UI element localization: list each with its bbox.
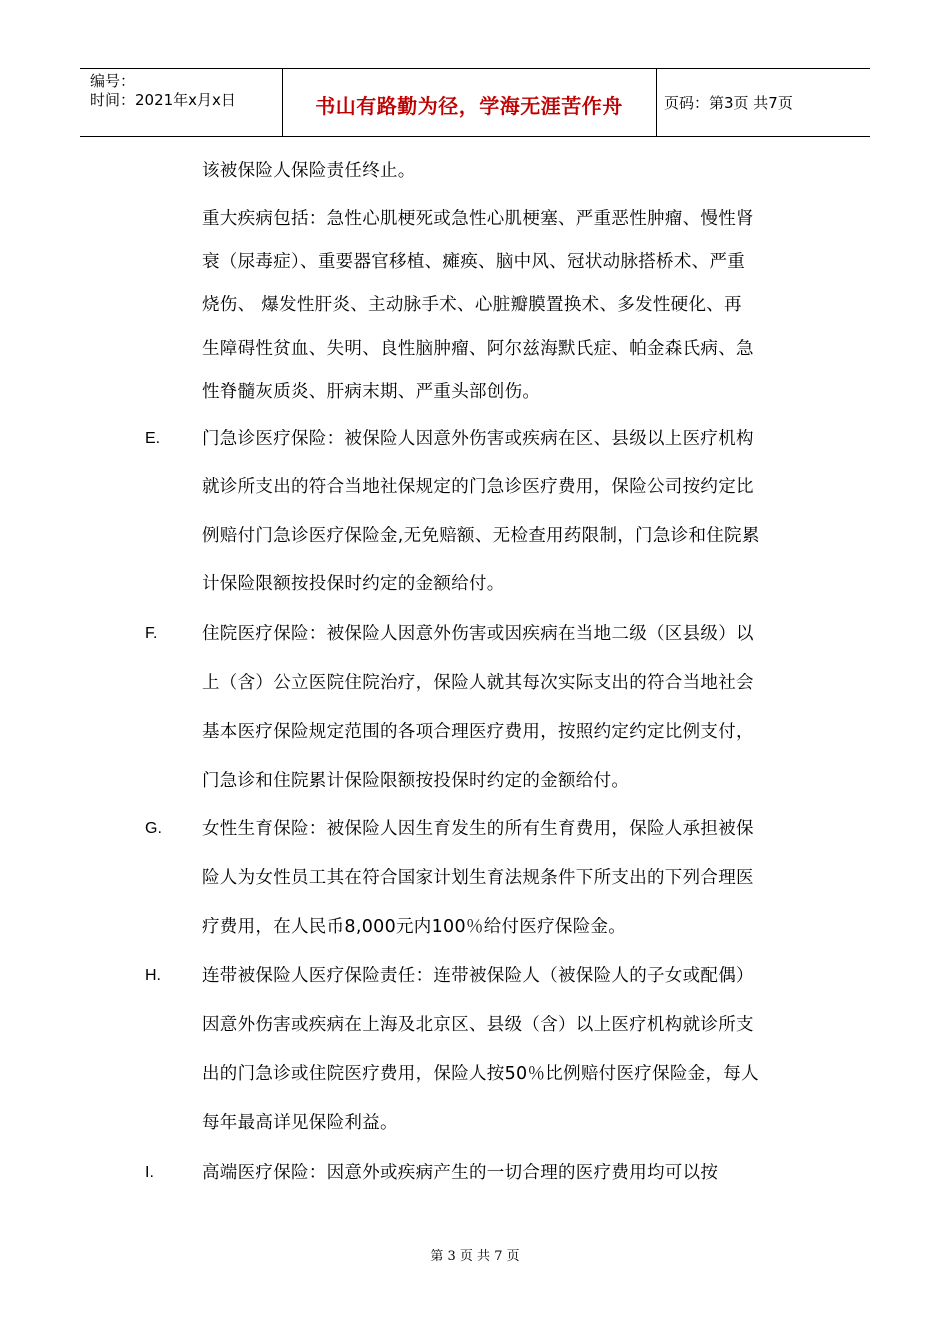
body-line: 险人为女性员工其在符合国家计划生育法规条件下所支出的下列合理医 — [202, 868, 754, 888]
body-line: 例赔付门急诊医疗保险金,无免赔额、无检查用药限制，门急诊和住院累 — [202, 526, 760, 546]
body-line: 女性生育保险：被保险人因生育发生的所有生育费用，保险人承担被保 — [202, 819, 754, 839]
header-motto: 书山有路勤为径，学海无涯苦作舟 — [315, 94, 623, 118]
body-line: 就诊所支出的符合当地社保规定的门急诊医疗费用，保险公司按约定比 — [202, 477, 754, 497]
body-line: 该被保险人保险责任终止。 — [202, 161, 416, 181]
header-page-info: 页码：第3页 共7页 — [664, 94, 793, 112]
header-divider-right — [656, 68, 657, 136]
body-line: 门急诊和住院累计保险限额按投保时约定的金额给付。 — [202, 771, 630, 791]
body-line: 重大疾病包括：急性心肌梗死或急性心肌梗塞、严重恶性肿瘤、慢性肾 — [202, 209, 754, 229]
body-line: 衰（尿毒症）、重要器官移植、瘫痪、脑中风、冠状动脉搭桥术、严重 — [202, 252, 746, 272]
body-line: 生障碍性贫血、失明、良性脑肿瘤、阿尔兹海默氏症、帕金森氏病、急 — [202, 339, 754, 359]
list-item-marker: G. — [145, 820, 162, 837]
body-line: 烧伤、 爆发性肝炎、主动脉手术、心脏瓣膜置换术、多发性硬化、再 — [202, 295, 742, 315]
body-line: 出的门急诊或住院医疗费用，保险人按50％比例赔付医疗保险金，每人 — [202, 1064, 759, 1084]
body-line: 性脊髓灰质炎、肝病末期、严重头部创伤。 — [202, 382, 541, 402]
header-bottom-rule — [80, 136, 870, 137]
header-top-rule — [80, 68, 870, 69]
body-line: 疗费用，在人民币8,000元内100％给付医疗保险金。 — [202, 917, 627, 937]
body-line: 基本医疗保险规定范围的各项合理医疗费用，按照约定约定比例支付， — [202, 722, 754, 742]
body-line: 连带被保险人医疗保险责任：连带被保险人（被保险人的子女或配偶） — [202, 966, 754, 986]
body-line: 高端医疗保险：因意外或疾病产生的一切合理的医疗费用均可以按 — [202, 1163, 719, 1183]
body-line: 住院医疗保险：被保险人因意外伤害或因疾病在当地二级（区县级）以 — [202, 624, 754, 644]
document-number-label: 编号： — [90, 72, 136, 90]
body-line: 门急诊医疗保险：被保险人因意外伤害或疾病在区、县级以上医疗机构 — [202, 429, 754, 449]
body-line: 因意外伤害或疾病在上海及北京区、县级（含）以上医疗机构就诊所支 — [202, 1015, 754, 1035]
list-item-marker: H. — [145, 967, 161, 984]
body-line: 上（含）公立医院住院治疗，保险人就其每次实际支出的符合当地社会 — [202, 673, 754, 693]
body-line: 计保险限额按投保时约定的金额给付。 — [202, 574, 505, 594]
list-item-marker: E. — [145, 430, 161, 447]
list-item-marker: I. — [145, 1164, 154, 1181]
body-line: 每年最高详见保险利益。 — [202, 1113, 398, 1133]
document-date-label: 时间：2021年x月x日 — [90, 91, 236, 109]
list-item-marker: F. — [145, 625, 158, 642]
page-footer: 第 3 页 共 7 页 — [430, 1249, 520, 1264]
